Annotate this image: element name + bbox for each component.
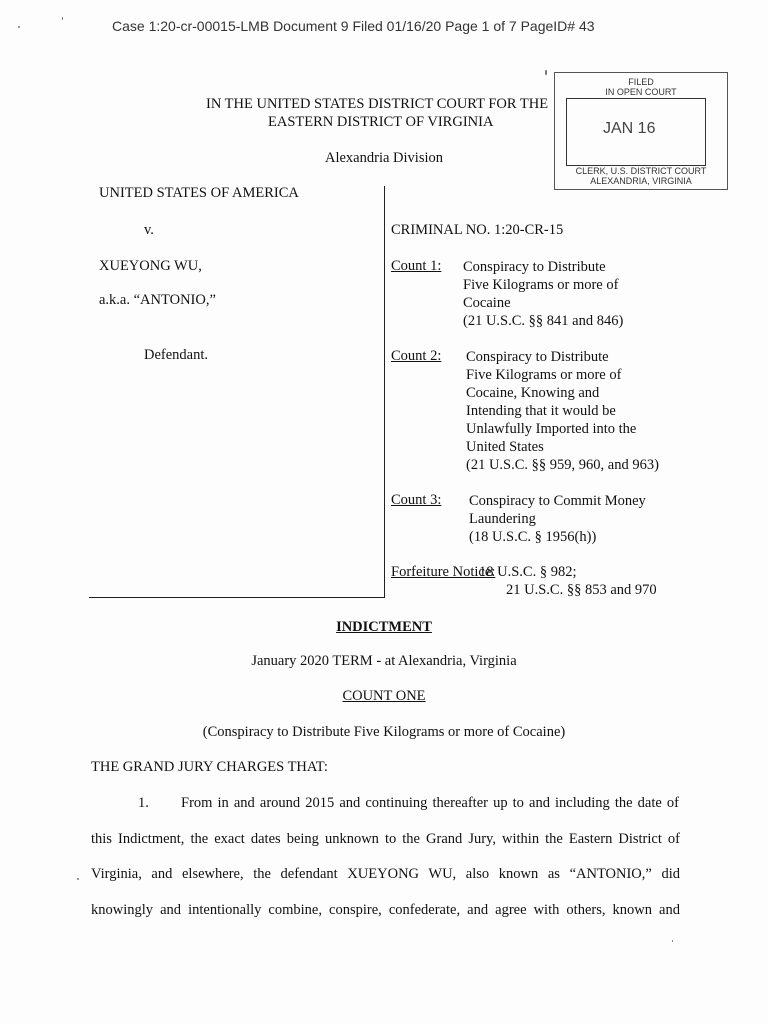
scan-speck — [672, 940, 673, 942]
court-division: Alexandria Division — [325, 150, 443, 166]
count-one-subheading: (Conspiracy to Distribute Five Kilograms or more of Cocaine) — [202, 724, 566, 740]
caption-divider-vertical — [384, 186, 385, 598]
stamp-in-open-court: IN OPEN COURT — [605, 87, 677, 97]
filed-stamp — [554, 72, 728, 190]
caption-defendant-label: Defendant. — [144, 347, 209, 363]
stamp-location: ALEXANDRIA, VIRGINIA — [590, 176, 692, 186]
caption-aka: a.k.a. “ANTONIO,” — [99, 292, 216, 308]
paragraph-line-3: Virginia, and elsewhere, the defendant XUEYONG WU, also known as “ANTONIO,” did — [91, 866, 680, 882]
indictment-title: INDICTMENT — [336, 619, 432, 635]
criminal-number: CRIMINAL NO. 1:20-CR-15 — [391, 222, 564, 238]
stamp-clerk: CLERK, U.S. DISTRICT COURT — [575, 166, 707, 176]
stamp-filed: FILED — [628, 77, 654, 87]
caption-versus: v. — [144, 222, 154, 238]
count-one-heading: COUNT ONE — [342, 688, 426, 704]
caption-plaintiff: UNITED STATES OF AMERICA — [99, 185, 299, 201]
stamp-date: JAN 16 — [603, 120, 656, 137]
court-title-line1: IN THE UNITED STATES DISTRICT COURT FOR THE — [206, 96, 549, 112]
forfeiture-line1: 18 U.S.C. § 982; — [479, 564, 577, 580]
count-2-description: Conspiracy to Distribute Five Kilograms or more of Cocaine, Knowing and Intending that it would be Unlawfully Imported into the United States (21 U.S.C. §§ 959, 960, and 963) — [466, 349, 659, 473]
grand-jury-charges: THE GRAND JURY CHARGES THAT: — [91, 759, 328, 775]
scan-speck — [77, 878, 79, 880]
caption-divider-horizontal — [89, 597, 385, 598]
court-title-line2: EASTERN DISTRICT OF VIRGINIA — [268, 114, 494, 130]
forfeiture-label: Forfeiture Notice: — [391, 564, 496, 580]
count-2-label: Count 2: — [391, 348, 442, 364]
paragraph-line-1: From in and around 2015 and continuing thereafter up to and including the date of — [181, 795, 679, 811]
scan-speck — [62, 17, 63, 20]
count-3-description: Conspiracy to Commit Money Laundering (18 U.S.C. § 1956(h)) — [469, 493, 646, 545]
count-1-label: Count 1: — [391, 258, 442, 274]
forfeiture-line2: 21 U.S.C. §§ 853 and 970 — [506, 582, 657, 598]
case-header: Case 1:20-cr-00015-LMB Document 9 Filed 01/16/20 Page 1 of 7 PageID# 43 — [112, 18, 595, 34]
paragraph-number: 1. — [138, 795, 149, 811]
count-1-description: Conspiracy to Distribute Five Kilograms or more of Cocaine (21 U.S.C. §§ 841 and 846) — [463, 259, 624, 329]
paragraph-line-4: knowingly and intentionally combine, conspire, confederate, and agree with others, known and — [91, 902, 680, 918]
indictment-term: January 2020 TERM - at Alexandria, Virginia — [251, 653, 517, 669]
paragraph-line-2: this Indictment, the exact dates being unknown to the Grand Jury, within the Eastern District of — [91, 831, 680, 847]
scan-speck — [545, 70, 547, 75]
scan-speck — [18, 26, 20, 28]
caption-defendant-name: XUEYONG WU, — [99, 258, 202, 274]
count-3-label: Count 3: — [391, 492, 442, 508]
